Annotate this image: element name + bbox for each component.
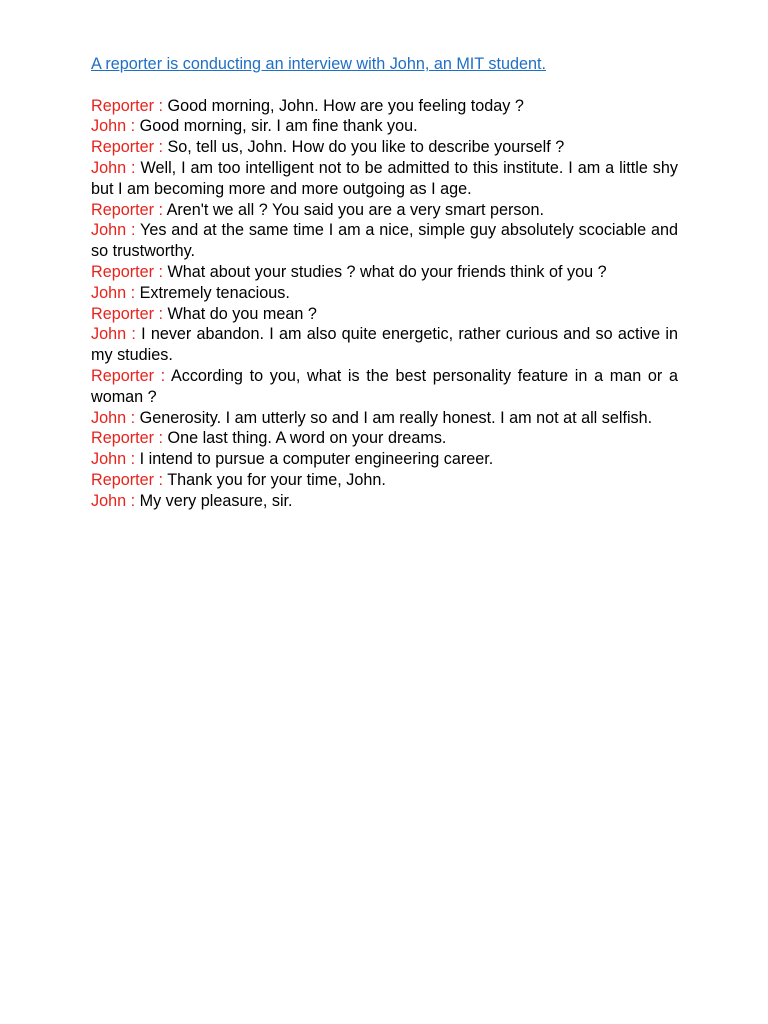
dialogue-line — [91, 324, 678, 366]
dialogue-text: I never abandon. I am also quite energetic, rather curious and so active in my studies. — [91, 325, 678, 365]
dialogue-line — [91, 262, 678, 283]
dialogue-line — [91, 200, 678, 221]
dialogue-line — [91, 366, 678, 408]
dialogue-line — [91, 304, 678, 325]
dialogue-text: My very pleasure, sir. — [135, 491, 293, 510]
dialogue-text: Good morning, sir. I am fine thank you. — [135, 117, 418, 136]
document-page — [91, 54, 678, 512]
speaker-label: John : — [91, 221, 136, 240]
speaker-label: John : — [91, 283, 136, 302]
speaker-label: Reporter : — [91, 429, 163, 448]
dialogue-text: So, tell us, John. How do you like to describe yourself ? — [162, 138, 565, 157]
dialogue-line — [91, 96, 678, 117]
dialogue-line — [91, 116, 678, 137]
dialogue-text: Thank you for your time, John. — [162, 470, 386, 489]
dialogue-text: According to you, what is the best personality feature in a man or a woman ? — [91, 366, 678, 406]
dialogue-text: One last thing. A word on your dreams. — [162, 429, 447, 448]
speaker-label: Reporter : — [91, 304, 163, 323]
speaker-label: John : — [91, 158, 136, 177]
dialogue-text: Good morning, John. How are you feeling today ? — [162, 96, 524, 115]
dialogue-line — [91, 449, 678, 470]
speaker-label: John : — [91, 408, 136, 427]
dialogue-line — [91, 428, 678, 449]
document-title: A reporter is conducting an interview with John, an MIT student. — [91, 55, 546, 73]
speaker-label: John : — [91, 491, 136, 510]
speaker-label: John : — [91, 325, 136, 344]
dialogue-line — [91, 491, 678, 512]
dialogue-line — [91, 158, 678, 200]
speaker-label: Reporter : — [91, 96, 163, 115]
dialogue-text: I intend to pursue a computer engineering career. — [135, 450, 494, 469]
dialogue-text: Yes and at the same time I am a nice, simple guy absolutely scociable and so trustworthy. — [91, 221, 678, 261]
dialogue-line — [91, 408, 678, 429]
dialogue-text: Well, I am too intelligent not to be admitted to this institute. I am a little shy but I am becoming more and more outgoing as I age. — [91, 158, 678, 198]
speaker-label: Reporter : — [91, 262, 163, 281]
dialogue — [91, 96, 678, 512]
speaker-label: Reporter : — [91, 470, 163, 489]
speaker-label: Reporter : — [91, 366, 166, 385]
dialogue-line — [91, 137, 678, 158]
dialogue-line — [91, 220, 678, 262]
dialogue-text: Aren't we all ? You said you are a very smart person. — [162, 200, 544, 219]
speaker-label: John : — [91, 450, 136, 469]
dialogue-text: Extremely tenacious. — [135, 283, 290, 302]
dialogue-text: What about your studies ? what do your friends think of you ? — [162, 262, 607, 281]
dialogue-text: Generosity. I am utterly so and I am really honest. I am not at all selfish. — [135, 408, 653, 427]
dialogue-text: What do you mean ? — [162, 304, 317, 323]
speaker-label: Reporter : — [91, 138, 163, 157]
speaker-label: John : — [91, 117, 136, 136]
dialogue-line — [91, 283, 678, 304]
dialogue-line — [91, 470, 678, 491]
speaker-label: Reporter : — [91, 200, 163, 219]
